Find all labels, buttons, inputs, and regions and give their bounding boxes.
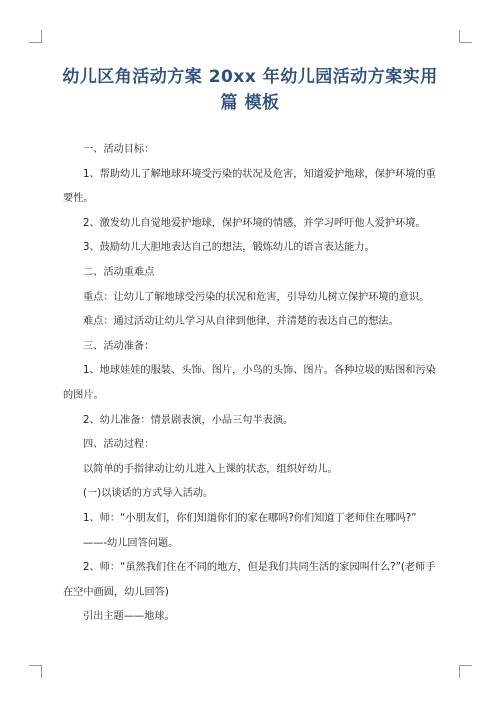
paragraph: ——-幼儿回答问题。 (83, 537, 179, 549)
paragraph: 2、激发幼儿自觉地爱护地球，保护环境的情感，并学习呼吁他人爱护环境。 (83, 217, 426, 229)
paragraph: 2、师：“虽然我们住在不同的地方，但是我们共同生活的家园叫什么?”(老师手在空中画圆，幼儿回答) (63, 562, 436, 598)
document-body (63, 138, 441, 630)
title-line-2: 篇 模板 (220, 93, 280, 113)
paragraph: 以简单的手指律动让幼儿进入上课的状态，组织好幼儿。 (83, 463, 338, 475)
paragraph: 重点：让幼儿了解地球受污染的状况和危害，引导幼儿树立保护环境的意识。 (83, 291, 430, 303)
paragraph: 2、幼儿准备：情景剧表演，小品三句半表演。 (83, 414, 294, 426)
section-heading-goals: 一、活动目标： (83, 144, 155, 155)
section-heading-process: 四、活动过程： (83, 439, 155, 451)
paragraph: (一)以谈话的方式导入活动。 (83, 488, 214, 500)
crop-mark-bottom-right (459, 665, 472, 678)
paragraph: 难点：通过活动让幼儿学习从自律到他律，并清楚的表达自己的想法。 (83, 316, 399, 328)
paragraph: 1、师：“小朋友们，你们知道你们的家在哪吗?你们知道丁老师住在哪吗?” (83, 512, 417, 524)
title-line-1: 幼儿区角活动方案 20xx 年幼儿园活动方案实用 (62, 67, 438, 87)
paragraph: 引出主题——地球。 (83, 611, 175, 623)
crop-mark-top-right (459, 30, 472, 43)
section-heading-key-points: 二、活动重难点 (83, 266, 155, 278)
crop-mark-bottom-left (29, 665, 42, 678)
document-title (52, 64, 448, 116)
crop-mark-top-left (29, 30, 42, 43)
paragraph: 1、地球娃娃的服装、头饰、图片，小鸟的头饰、图片。各种垃圾的贴图和污染的图片。 (63, 365, 436, 401)
paragraph: 1、帮助幼儿了解地球环境受污染的状况及危害，知道爱护地球，保护环境的重要性。 (63, 168, 436, 205)
paragraph: 3、鼓励幼儿大胆地表达自己的想法，锻炼幼儿的语言表达能力。 (83, 242, 375, 254)
section-heading-preparation: 三、活动准备： (83, 340, 155, 352)
